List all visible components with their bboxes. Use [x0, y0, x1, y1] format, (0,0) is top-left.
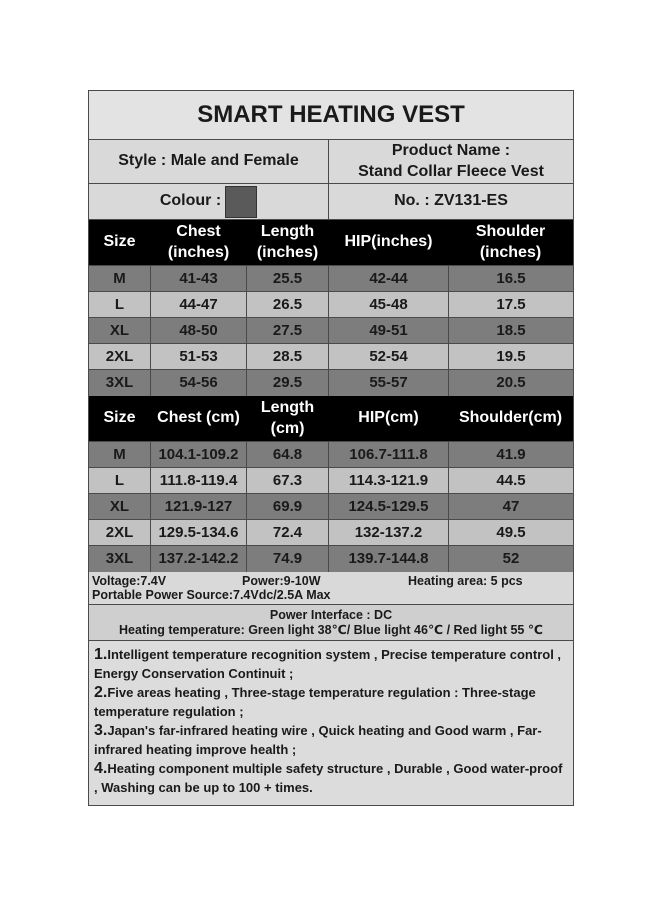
cell-chest: 44-47: [151, 292, 247, 317]
cell-chest: 48-50: [151, 318, 247, 343]
feature-item: [94, 683, 568, 721]
cell-shoulder: 18.5: [496, 321, 526, 339]
colour-label: Colour :: [159, 192, 222, 210]
feature-number: 3.: [94, 722, 108, 739]
spec-heating-area: Heating area: 5 pcs: [408, 574, 523, 588]
product-name-label: Product Name :: [391, 141, 511, 159]
header-chest: Chest (cm): [151, 396, 247, 441]
cell-size: L: [89, 468, 151, 493]
style-product-row: [89, 140, 573, 184]
power-row: [89, 605, 573, 641]
cell-hip: 114.3-121.9: [329, 468, 449, 493]
spec-power: Power:9-10W: [242, 574, 321, 588]
feature-item: [94, 645, 568, 683]
cell-shoulder: 16.5: [496, 269, 526, 287]
colour-model-row: [89, 184, 573, 220]
header-length: Length (inches): [247, 220, 329, 265]
cell-chest: 41-43: [151, 266, 247, 291]
table-row: [89, 370, 573, 396]
model-number: No. : ZV131-ES: [394, 192, 508, 210]
cell-size: 2XL: [89, 344, 151, 369]
cell-hip: 45-48: [329, 292, 449, 317]
cell-chest: 121.9-127: [151, 494, 247, 519]
header-size: Size: [89, 220, 151, 265]
cell-length: 29.5: [247, 370, 329, 396]
cell-length: 27.5: [247, 318, 329, 343]
cell-length: 64.8: [247, 442, 329, 467]
cell-hip: 55-57: [329, 370, 449, 396]
header-shoulder: Shoulder(cm): [449, 396, 573, 441]
title-row: [89, 91, 573, 140]
cell-length: 74.9: [247, 546, 329, 572]
table-row: [89, 292, 573, 318]
cell-hip: 42-44: [329, 266, 449, 291]
cell-hip: 139.7-144.8: [329, 546, 449, 572]
cell-length: 69.9: [247, 494, 329, 519]
cell-size: 3XL: [89, 546, 151, 572]
feature-text: Five areas heating , Three-stage temperature regulation : Three-stage temperature regulation ;: [94, 685, 536, 719]
product-name: [329, 140, 573, 183]
cell-shoulder: 47: [502, 497, 520, 515]
header-shoulder: Shoulder (inches): [449, 220, 573, 265]
cell-size: L: [89, 292, 151, 317]
cell-length: 26.5: [247, 292, 329, 317]
feature-item: [94, 759, 568, 797]
spec-power-source: Portable Power Source:7.4Vdc/2.5A Max: [92, 588, 331, 602]
header-chest: Chest (inches): [151, 220, 247, 265]
feature-number: 4.: [94, 760, 108, 777]
specs-row: [89, 572, 573, 605]
cell-hip: 132-137.2: [329, 520, 449, 545]
cell-length: 67.3: [247, 468, 329, 493]
cell-size: XL: [89, 494, 151, 519]
table-row: [89, 318, 573, 344]
header-hip: HIP(inches): [329, 220, 449, 265]
cell-shoulder: 44.5: [496, 471, 526, 489]
cell-hip: 52-54: [329, 344, 449, 369]
power-interface: Power Interface : DC: [269, 608, 393, 622]
cell-size: 2XL: [89, 520, 151, 545]
cell-size: M: [89, 266, 151, 291]
cell-length: 28.5: [247, 344, 329, 369]
feature-text: Japan's far-infrared heating wire , Quick heating and Good warm , Far-infrared heating improve health ;: [94, 723, 542, 757]
cell-shoulder: 19.5: [496, 347, 526, 365]
product-name-value: Stand Collar Fleece Vest: [358, 162, 544, 180]
table-row: [89, 344, 573, 370]
cell-shoulder: 49.5: [496, 523, 526, 541]
cell-chest: 137.2-142.2: [151, 546, 247, 572]
feature-number: 2.: [94, 684, 108, 701]
specs-block: [89, 572, 573, 604]
colour-swatch: [225, 186, 257, 218]
features-list: [89, 641, 573, 805]
table-row: [89, 442, 573, 468]
style-label: Style : Male and Female: [89, 140, 329, 183]
table-row: [89, 546, 573, 572]
cell-chest: 129.5-134.6: [151, 520, 247, 545]
cell-hip: 124.5-129.5: [329, 494, 449, 519]
cell-length: 25.5: [247, 266, 329, 291]
cell-length: 72.4: [247, 520, 329, 545]
cell-chest: 104.1-109.2: [151, 442, 247, 467]
feature-item: [94, 721, 568, 759]
inch-table-header: [89, 220, 573, 266]
cm-table-header: [89, 396, 573, 442]
cell-chest: 51-53: [151, 344, 247, 369]
power-block: [89, 605, 573, 640]
cell-size: M: [89, 442, 151, 467]
cell-shoulder: 52: [502, 550, 520, 568]
features-row: [89, 641, 573, 805]
colour-cell: [89, 184, 329, 219]
cell-size: 3XL: [89, 370, 151, 396]
header-length: Length (cm): [247, 396, 329, 441]
feature-number: 1.: [94, 646, 108, 663]
cell-hip: 106.7-111.8: [329, 442, 449, 467]
feature-text: Intelligent temperature recognition system , Precise temperature control , Energy Conservation Continuit ;: [94, 647, 562, 681]
cell-chest: 111.8-119.4: [151, 468, 247, 493]
header-size: Size: [89, 396, 151, 441]
feature-text: Heating component multiple safety structure , Durable , Good water-proof , Washing can be up to 100 + times.: [94, 761, 563, 795]
header-hip: HIP(cm): [329, 396, 449, 441]
table-row: [89, 520, 573, 546]
heating-temperature: Heating temperature: Green light 38℃/ Blue light 46℃ / Red light 55 ℃: [119, 623, 543, 637]
table-row: [89, 494, 573, 520]
size-chart-sheet: [88, 90, 574, 806]
cell-shoulder: 20.5: [496, 374, 526, 392]
cell-size: XL: [89, 318, 151, 343]
cell-shoulder: 41.9: [496, 445, 526, 463]
spec-voltage: Voltage:7.4V: [92, 574, 167, 588]
cell-hip: 49-51: [329, 318, 449, 343]
table-row: [89, 468, 573, 494]
sheet-title: SMART HEATING VEST: [89, 91, 573, 139]
table-row: [89, 266, 573, 292]
cell-shoulder: 17.5: [496, 295, 526, 313]
cell-chest: 54-56: [151, 370, 247, 396]
